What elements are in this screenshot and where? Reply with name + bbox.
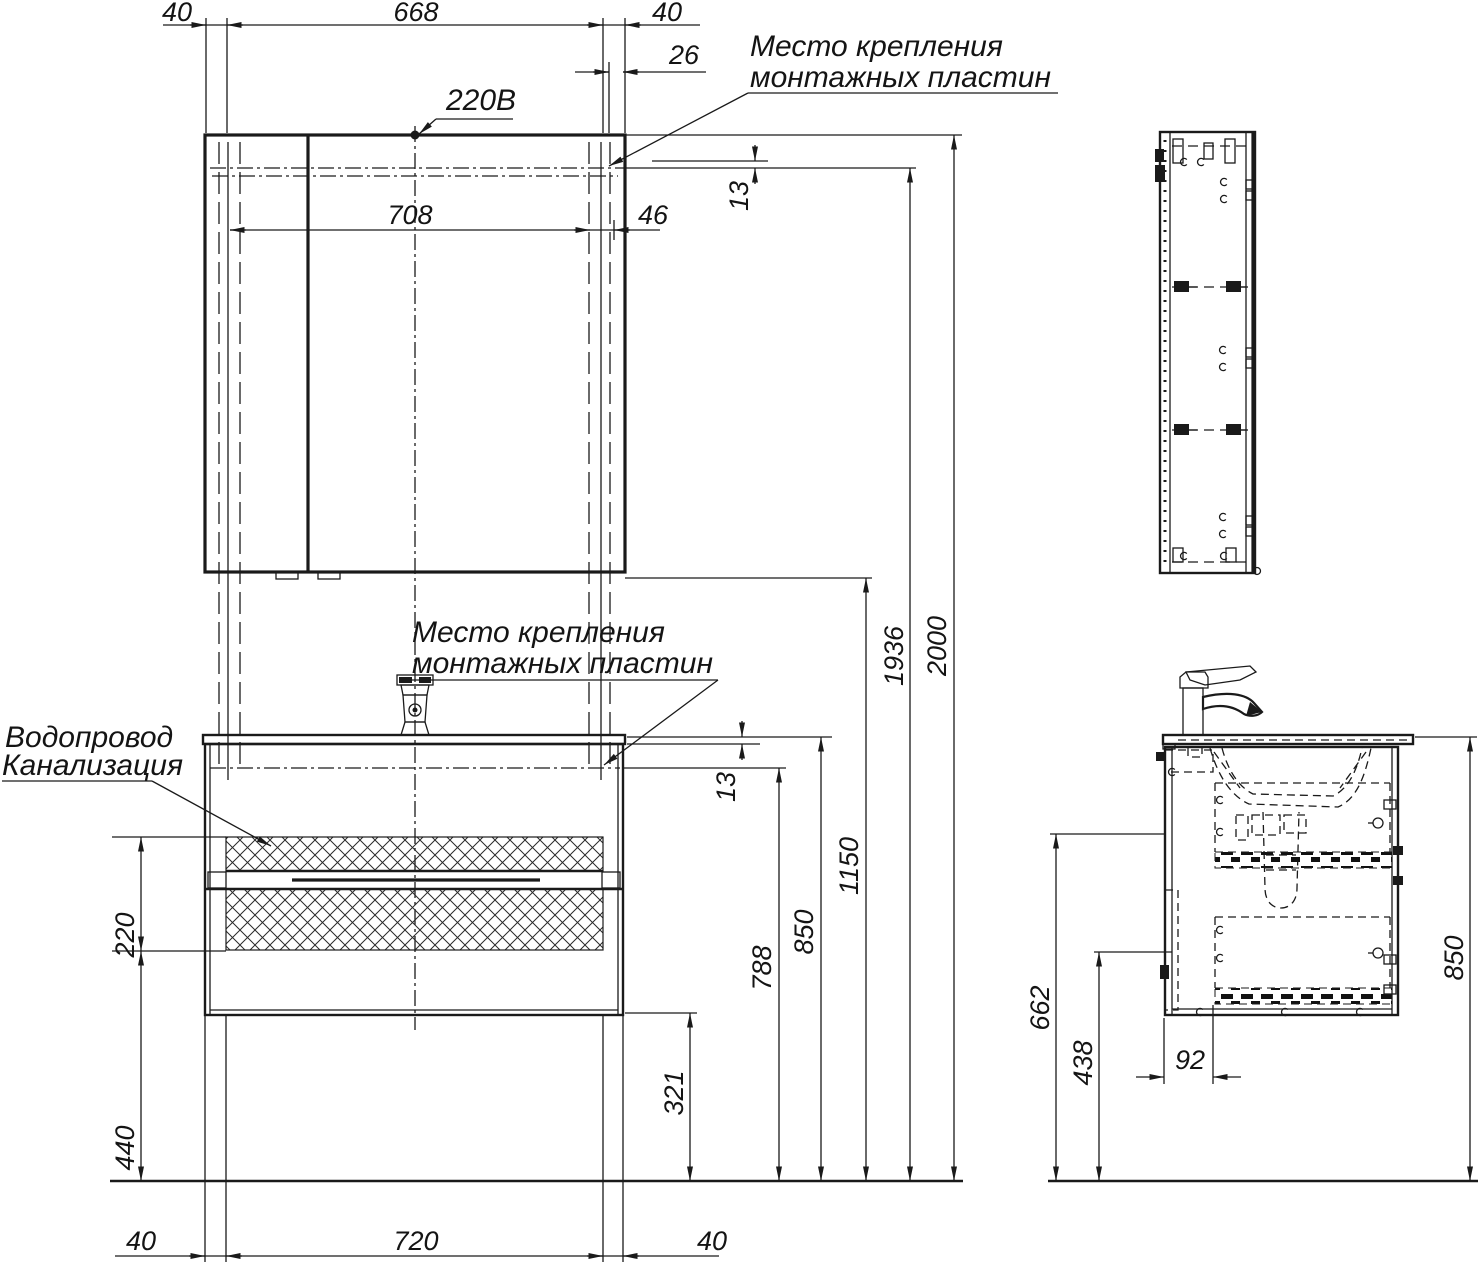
sink-bowl-inner: [1222, 748, 1362, 796]
dim-lower-zone-height: 440: [110, 1125, 140, 1171]
dim-drawer-zone-height: 220: [110, 912, 140, 958]
vanity-side-outline: [1165, 747, 1398, 1015]
clip-symbol: [1217, 926, 1223, 933]
mirror-cabinet-side-view: [1155, 132, 1261, 575]
shelf-1: [1172, 281, 1248, 292]
mounting-hook: [1225, 139, 1235, 163]
back-connector: [1393, 876, 1403, 885]
leader-line: [152, 781, 271, 846]
dim-bottom-margin-right: 40: [696, 1226, 728, 1256]
dim-side-lower-height: 438: [1068, 1040, 1098, 1086]
leader-line: [609, 93, 748, 166]
drain-fitting-hidden: [1284, 815, 1306, 833]
bottom-dimensions: [115, 1015, 727, 1262]
dim-side-counter-height: 850: [1439, 935, 1469, 981]
shelf-screw: [1174, 281, 1189, 292]
dim-counter-height: 850: [789, 909, 819, 955]
drawer-rail-notch-right: [602, 872, 620, 888]
mount-top-label-1: Место крепления: [750, 30, 1003, 63]
dim-vanity-plate-height: 788: [747, 945, 777, 991]
bottom-bracket: [1173, 548, 1183, 562]
wall-fixing: [1160, 965, 1169, 979]
mounting-plate: [1155, 165, 1165, 182]
faucet-column: [1183, 688, 1203, 735]
faucet-cap: [1180, 672, 1208, 688]
mounting-plate: [1155, 149, 1164, 162]
leader-line: [604, 680, 718, 765]
dim-side-rail-height: 662: [1025, 985, 1055, 1031]
dim-bottom-clearance: 321: [659, 1070, 689, 1116]
bottom-bracket: [1226, 548, 1236, 562]
tap-hole-hidden: [1188, 747, 1202, 757]
faucet-lever-side: [1186, 666, 1256, 685]
clip-symbol: [1198, 158, 1204, 165]
clip-symbol: [1181, 552, 1187, 559]
clip-symbol: [1220, 346, 1226, 353]
plumbing-label-1: Водопровод: [5, 721, 174, 754]
dim-mirror-plate-height: 1936: [879, 625, 909, 687]
plumbing-label-2: Канализация: [2, 749, 183, 782]
dim-top-width: 668: [393, 0, 439, 27]
clip-symbol: [1221, 195, 1227, 202]
annotations: [2, 30, 1058, 846]
back-connector: [1393, 846, 1403, 855]
dim-top-margin-left: 40: [161, 0, 193, 27]
countertop-front: [203, 735, 625, 744]
drawer-slide-rail-lower: [1215, 988, 1392, 1004]
clip-symbol: [1220, 513, 1226, 520]
shelf-screw: [1226, 424, 1241, 435]
plumbing-zone-hatch-upper: [226, 837, 603, 871]
dim-overall-height: 2000: [922, 615, 952, 677]
dim-bottom-width: 720: [393, 1226, 439, 1256]
cam-lock: [1373, 818, 1383, 828]
power-label: 220В: [445, 84, 517, 117]
mount-mid-label-1: Место крепления: [412, 616, 665, 649]
drawer-rail-notch-left: [208, 872, 226, 888]
plumbing-zone-hatch-lower: [226, 889, 603, 950]
clip-symbol: [1217, 954, 1223, 961]
dim-drain-offset: 92: [1174, 1045, 1206, 1075]
clip-symbol: [1220, 530, 1226, 537]
drawer-slide-rail-upper: [1215, 852, 1392, 868]
dim-mount-width: 708: [387, 200, 433, 230]
dim-mirror-plate-drop: 13: [724, 180, 754, 212]
dim-bottom-margin-left: 40: [125, 1226, 157, 1256]
dim-top-margin-right: 40: [651, 0, 683, 27]
clip-symbol: [1217, 796, 1223, 803]
faucet-side: [1180, 666, 1262, 735]
mount-mid-label-2: монтажных пластин: [412, 647, 713, 680]
clip-symbol: [1221, 178, 1227, 185]
mirror-side-outline: [1160, 132, 1255, 573]
dim-mirror-bottom-height: 1150: [834, 836, 864, 896]
shelf-2: [1172, 424, 1248, 435]
mount-top-label-2: монтажных пластин: [750, 61, 1051, 94]
clip-symbol: [1181, 158, 1187, 165]
vanity-side-view: [1156, 666, 1413, 1016]
dim-side-offset: 46: [637, 200, 669, 230]
drain-fitting-hidden: [1236, 815, 1248, 840]
clip-symbol: [1220, 363, 1226, 370]
drain-fitting-hidden: [1252, 815, 1280, 835]
shelf-screw: [1174, 424, 1189, 435]
dim-counter-plate-drop: 13: [711, 771, 741, 803]
clip-symbol: [1217, 828, 1223, 835]
vanity-front-view: [203, 675, 625, 1015]
faucet-aerator: [413, 708, 418, 713]
leader-line: [419, 119, 436, 134]
dim-plate-inset: 26: [668, 40, 700, 70]
shelf-screw: [1226, 281, 1241, 292]
cam-lock: [1373, 948, 1383, 958]
